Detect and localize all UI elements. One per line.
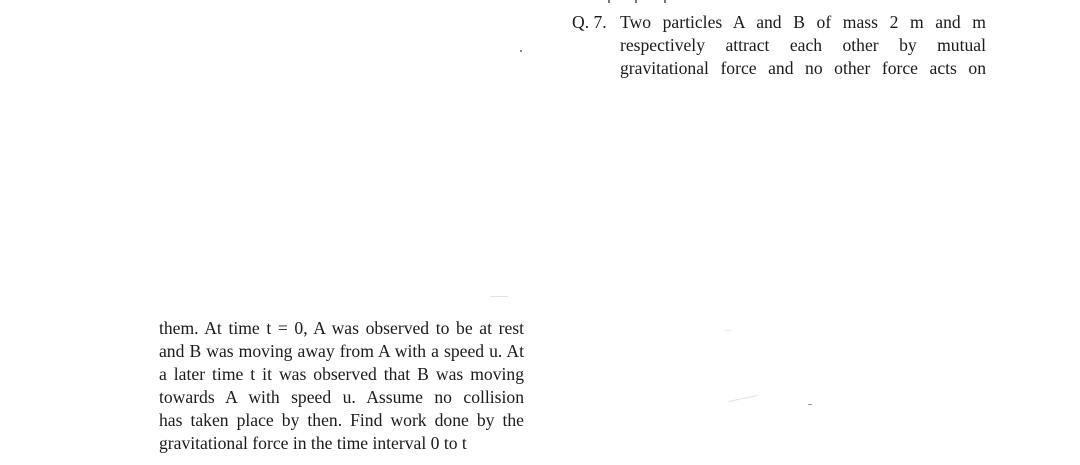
question-line: gravitational force and no other force acts on — [620, 58, 986, 78]
scan-speck — [808, 404, 812, 405]
scan-mark — [608, 0, 610, 3]
scan-speck — [725, 330, 731, 331]
scan-speck — [520, 50, 522, 52]
question-text — [620, 11, 986, 80]
question-line: Two particles A and B of mass 2 m and m — [620, 12, 986, 32]
continuation-paragraph — [159, 317, 524, 455]
paragraph-line: towards A with speed u. Assume no collision — [159, 387, 524, 407]
scan-speck — [728, 395, 758, 402]
paragraph-line: them. At time t = 0, A was observed to be at rest — [159, 318, 524, 338]
scan-mark — [635, 0, 637, 3]
scan-speck — [490, 296, 508, 297]
question-line: respectively attract each other by mutual — [620, 35, 986, 55]
paragraph-line: has taken place by then. Find work done by the — [159, 410, 524, 430]
scan-mark — [664, 0, 666, 3]
question-number: Q. 7. — [572, 12, 607, 32]
paragraph-line: a later time t it was observed that B was moving — [159, 364, 524, 384]
paragraph-line: and B was moving away from A with a speed u. At — [159, 341, 524, 361]
paragraph-line: gravitational force in the time interval 0 to t — [159, 433, 467, 453]
